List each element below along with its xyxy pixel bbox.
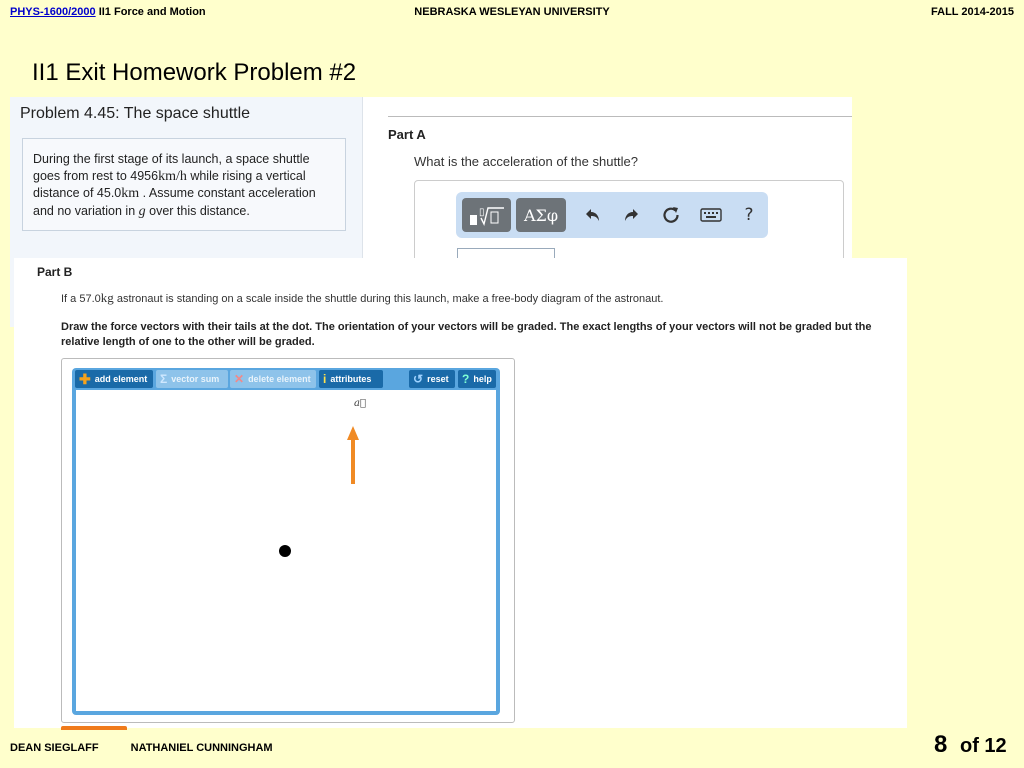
sigma-icon: Σ <box>160 372 168 386</box>
course-link[interactable]: PHYS-1600/2000 <box>10 6 96 18</box>
slide-title: II1 Exit Homework Problem #2 <box>32 59 357 86</box>
math-toolbar <box>456 192 768 238</box>
fbd-frame <box>61 358 515 723</box>
page-total: of 12 <box>960 735 1007 757</box>
vector-label: a⃗ <box>354 398 366 409</box>
problem-text: . Assume constant acceleration and no variation in <box>33 186 316 218</box>
keyboard-button[interactable] <box>696 198 726 232</box>
vector-sum-label: vector sum <box>171 374 220 384</box>
question-text: If a 57.0 <box>61 293 101 305</box>
add-element-button[interactable] <box>75 370 153 388</box>
header-university: NEBRASKA WESLEYAN UNIVERSITY <box>414 6 610 18</box>
body-dot <box>279 545 291 557</box>
part-b-question <box>61 290 663 306</box>
problem-text: over this distance. <box>145 203 250 218</box>
unit-kg: kg <box>100 290 114 305</box>
reset-icon: ↺ <box>413 372 424 386</box>
vector-sum-button[interactable] <box>156 370 228 388</box>
undo-button[interactable] <box>578 198 608 232</box>
part-a-label: Part A <box>388 127 426 142</box>
keyboard-icon <box>700 208 722 222</box>
page-number: 8 <box>934 731 948 758</box>
reset-label: reset <box>427 374 449 384</box>
acceleration-arrow[interactable] <box>346 426 360 486</box>
templates-button[interactable] <box>462 198 511 232</box>
redo-button[interactable] <box>616 198 646 232</box>
part-a-question: What is the acceleration of the shuttle? <box>414 154 639 169</box>
fbd-tool <box>72 368 500 715</box>
part-b-instructions: Draw the force vectors with their tails at the dot. The orientation of your vectors will be graded. The exact lengths of your vectors will not be graded but the relative length of one to the other will be graded. <box>61 321 872 348</box>
course-topic: II1 Force and Motion <box>98 6 206 18</box>
attributes-button[interactable] <box>319 370 383 388</box>
problem-text: while rising a vertical distance of 45.0 <box>33 168 306 200</box>
redo-icon <box>622 207 640 223</box>
help-button[interactable]: ? <box>744 205 754 225</box>
plus-icon: ✚ <box>79 370 91 387</box>
unit-km: km <box>121 186 140 201</box>
part-b-label: Part B <box>37 265 73 279</box>
attributes-label: attributes <box>330 374 372 384</box>
part-b-panel <box>14 258 907 728</box>
reset-fbd-button[interactable] <box>409 370 455 388</box>
delete-element-button[interactable] <box>230 370 316 388</box>
problem-statement <box>22 138 346 231</box>
problem-title: Problem 4.45: The space shuttle <box>20 105 251 122</box>
info-icon: i <box>323 372 327 386</box>
svg-text:▯: ▯ <box>478 207 485 218</box>
unit-kmh: km/h <box>158 168 187 184</box>
symbols-button[interactable]: ΑΣφ <box>516 198 566 232</box>
delete-element-label: delete element <box>248 374 311 384</box>
help-fbd-button[interactable] <box>458 370 496 388</box>
reset-button[interactable] <box>656 198 686 232</box>
fbd-toolbar <box>72 368 500 390</box>
fbd-canvas[interactable] <box>76 390 496 711</box>
author-name: NATHANIEL CUNNINGHAM <box>130 742 273 754</box>
undo-icon <box>584 207 602 223</box>
reset-icon <box>661 205 681 225</box>
header-term: FALL 2014-2015 <box>931 6 1014 18</box>
x-icon: ✕ <box>234 372 245 386</box>
submit-button[interactable] <box>61 726 127 730</box>
fraction-sqrt-icon <box>467 202 507 228</box>
add-element-label: add element <box>94 374 148 384</box>
author-name: DEAN SIEGLAFF <box>10 742 99 754</box>
g-symbol: g <box>138 203 146 219</box>
problem-text: During the first stage of its launch, a space shuttle goes from rest to 4956 <box>33 152 310 183</box>
divider <box>388 116 852 117</box>
footer-authors <box>10 742 273 754</box>
question-icon: ? <box>462 372 470 386</box>
question-text: astronaut is standing on a scale inside the shuttle during this launch, make a free-body diagram of the astronaut. <box>113 293 664 305</box>
help-label: help <box>473 374 492 384</box>
